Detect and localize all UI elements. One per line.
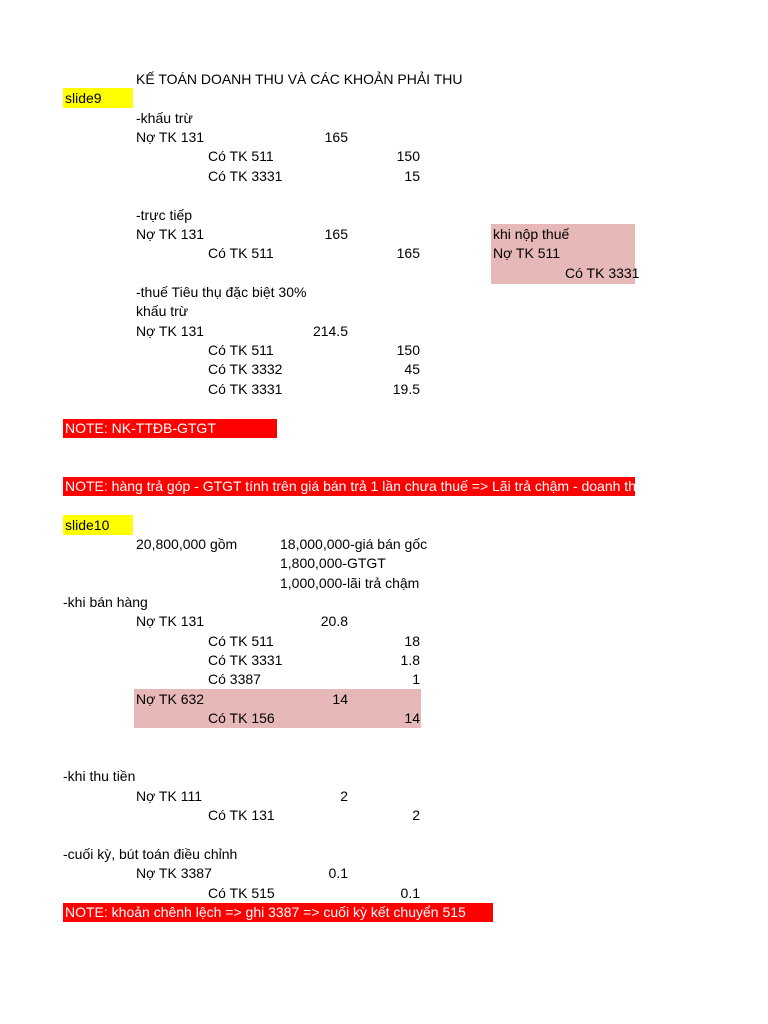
entry-credit: 0.1 xyxy=(400,885,420,901)
entry-debit: 0.1 xyxy=(328,865,348,881)
ttdb-heading: -thuế Tiêu thụ đặc biệt 30% xyxy=(136,284,307,300)
entry-credit: 2 xyxy=(412,807,420,823)
entry-label: Nợ TK 131 xyxy=(136,129,205,145)
entry-label: Nợ TK 131 xyxy=(136,613,205,629)
entry-debit: 14 xyxy=(332,691,348,707)
entry-label: Có TK 3332 xyxy=(208,361,283,377)
cuoi-ky-heading: -cuối kỳ, bút toán điều chỉnh xyxy=(63,846,238,862)
note-bar xyxy=(63,903,493,922)
tax-payment-line2: Nợ TK 511 xyxy=(493,245,561,261)
entry-debit: 214.5 xyxy=(312,323,348,339)
entry-label: Có 3387 xyxy=(208,671,261,687)
entry-credit: 14 xyxy=(404,710,420,726)
entry-label: Có TK 511 xyxy=(208,148,274,164)
tax-payment-line3: Có TK 3331 xyxy=(565,265,640,281)
entry-credit: 150 xyxy=(396,342,420,358)
entry-credit: 19.5 xyxy=(392,381,420,397)
note-text: NOTE: NK-TTĐB-GTGT xyxy=(65,420,216,436)
part-item: 1,800,000-GTGT xyxy=(280,555,386,571)
ban-hang-heading: -khi bán hàng xyxy=(63,594,148,610)
entry-credit: 18 xyxy=(404,633,420,649)
slide9-label: slide9 xyxy=(65,90,102,106)
tax-payment-line1: khi nộp thuế xyxy=(493,226,570,242)
khau-tru-heading: -khấu trừ xyxy=(136,110,193,126)
tax-payment-line3-clip xyxy=(491,263,640,283)
entry-debit: 165 xyxy=(324,129,348,145)
truc-tiep-heading: -trực tiếp xyxy=(136,207,193,223)
slide10-label: slide10 xyxy=(65,517,110,533)
entry-label: Có TK 3331 xyxy=(208,168,283,184)
ttdb-subheading: khấu trừ xyxy=(136,303,189,319)
entry-debit: 2 xyxy=(340,788,348,804)
entry-debit: 165 xyxy=(324,226,348,242)
entry-label: Nợ TK 111 xyxy=(136,788,202,804)
thu-tien-heading: -khi thu tiền xyxy=(63,768,136,784)
entry-label: Có TK 515 xyxy=(208,885,275,901)
part-item: 18,000,000-giá bán gốc xyxy=(280,536,428,552)
entry-label: Nợ TK 131 xyxy=(136,323,205,339)
note-text: NOTE: hàng trả góp - GTGT tính trên giá bán trả 1 lần chưa thuế => Lãi trả chậm - doanh thu chưa thực hiện xyxy=(65,478,742,494)
entry-credit: 1.8 xyxy=(400,652,420,668)
page-title: KẾ TOÁN DOANH THU VÀ CÁC KHOẢN PHẢI THU xyxy=(136,71,463,87)
entry-credit: 150 xyxy=(396,148,420,164)
entry-label: Nợ TK 632 xyxy=(136,691,205,707)
entry-label: Có TK 156 xyxy=(208,710,275,726)
entry-credit: 15 xyxy=(404,168,420,184)
entry-label: Nợ TK 131 xyxy=(136,226,205,242)
part-item: 1,000,000-lãi trả chậm xyxy=(280,575,420,591)
note-bar xyxy=(63,419,277,438)
entry-label: Có TK 3331 xyxy=(208,381,283,397)
entry-label: Có TK 3331 xyxy=(208,652,283,668)
entry-credit: 45 xyxy=(404,361,420,377)
note-text: NOTE: khoản chênh lệch => ghi 3387 => cuối kỳ kết chuyển 515 xyxy=(65,904,466,920)
entry-label: Nợ TK 3387 xyxy=(136,865,212,881)
entry-credit: 165 xyxy=(396,245,420,261)
entry-label: Có TK 131 xyxy=(208,807,275,823)
entry-label: Có TK 511 xyxy=(208,342,274,358)
note-bar xyxy=(63,477,742,496)
entry-credit: 1 xyxy=(412,671,420,687)
entry-debit: 20.8 xyxy=(320,613,348,629)
total-amount: 20,800,000 gồm xyxy=(136,536,238,552)
entry-label: Có TK 511 xyxy=(208,633,274,649)
entry-label: Có TK 511 xyxy=(208,245,274,261)
